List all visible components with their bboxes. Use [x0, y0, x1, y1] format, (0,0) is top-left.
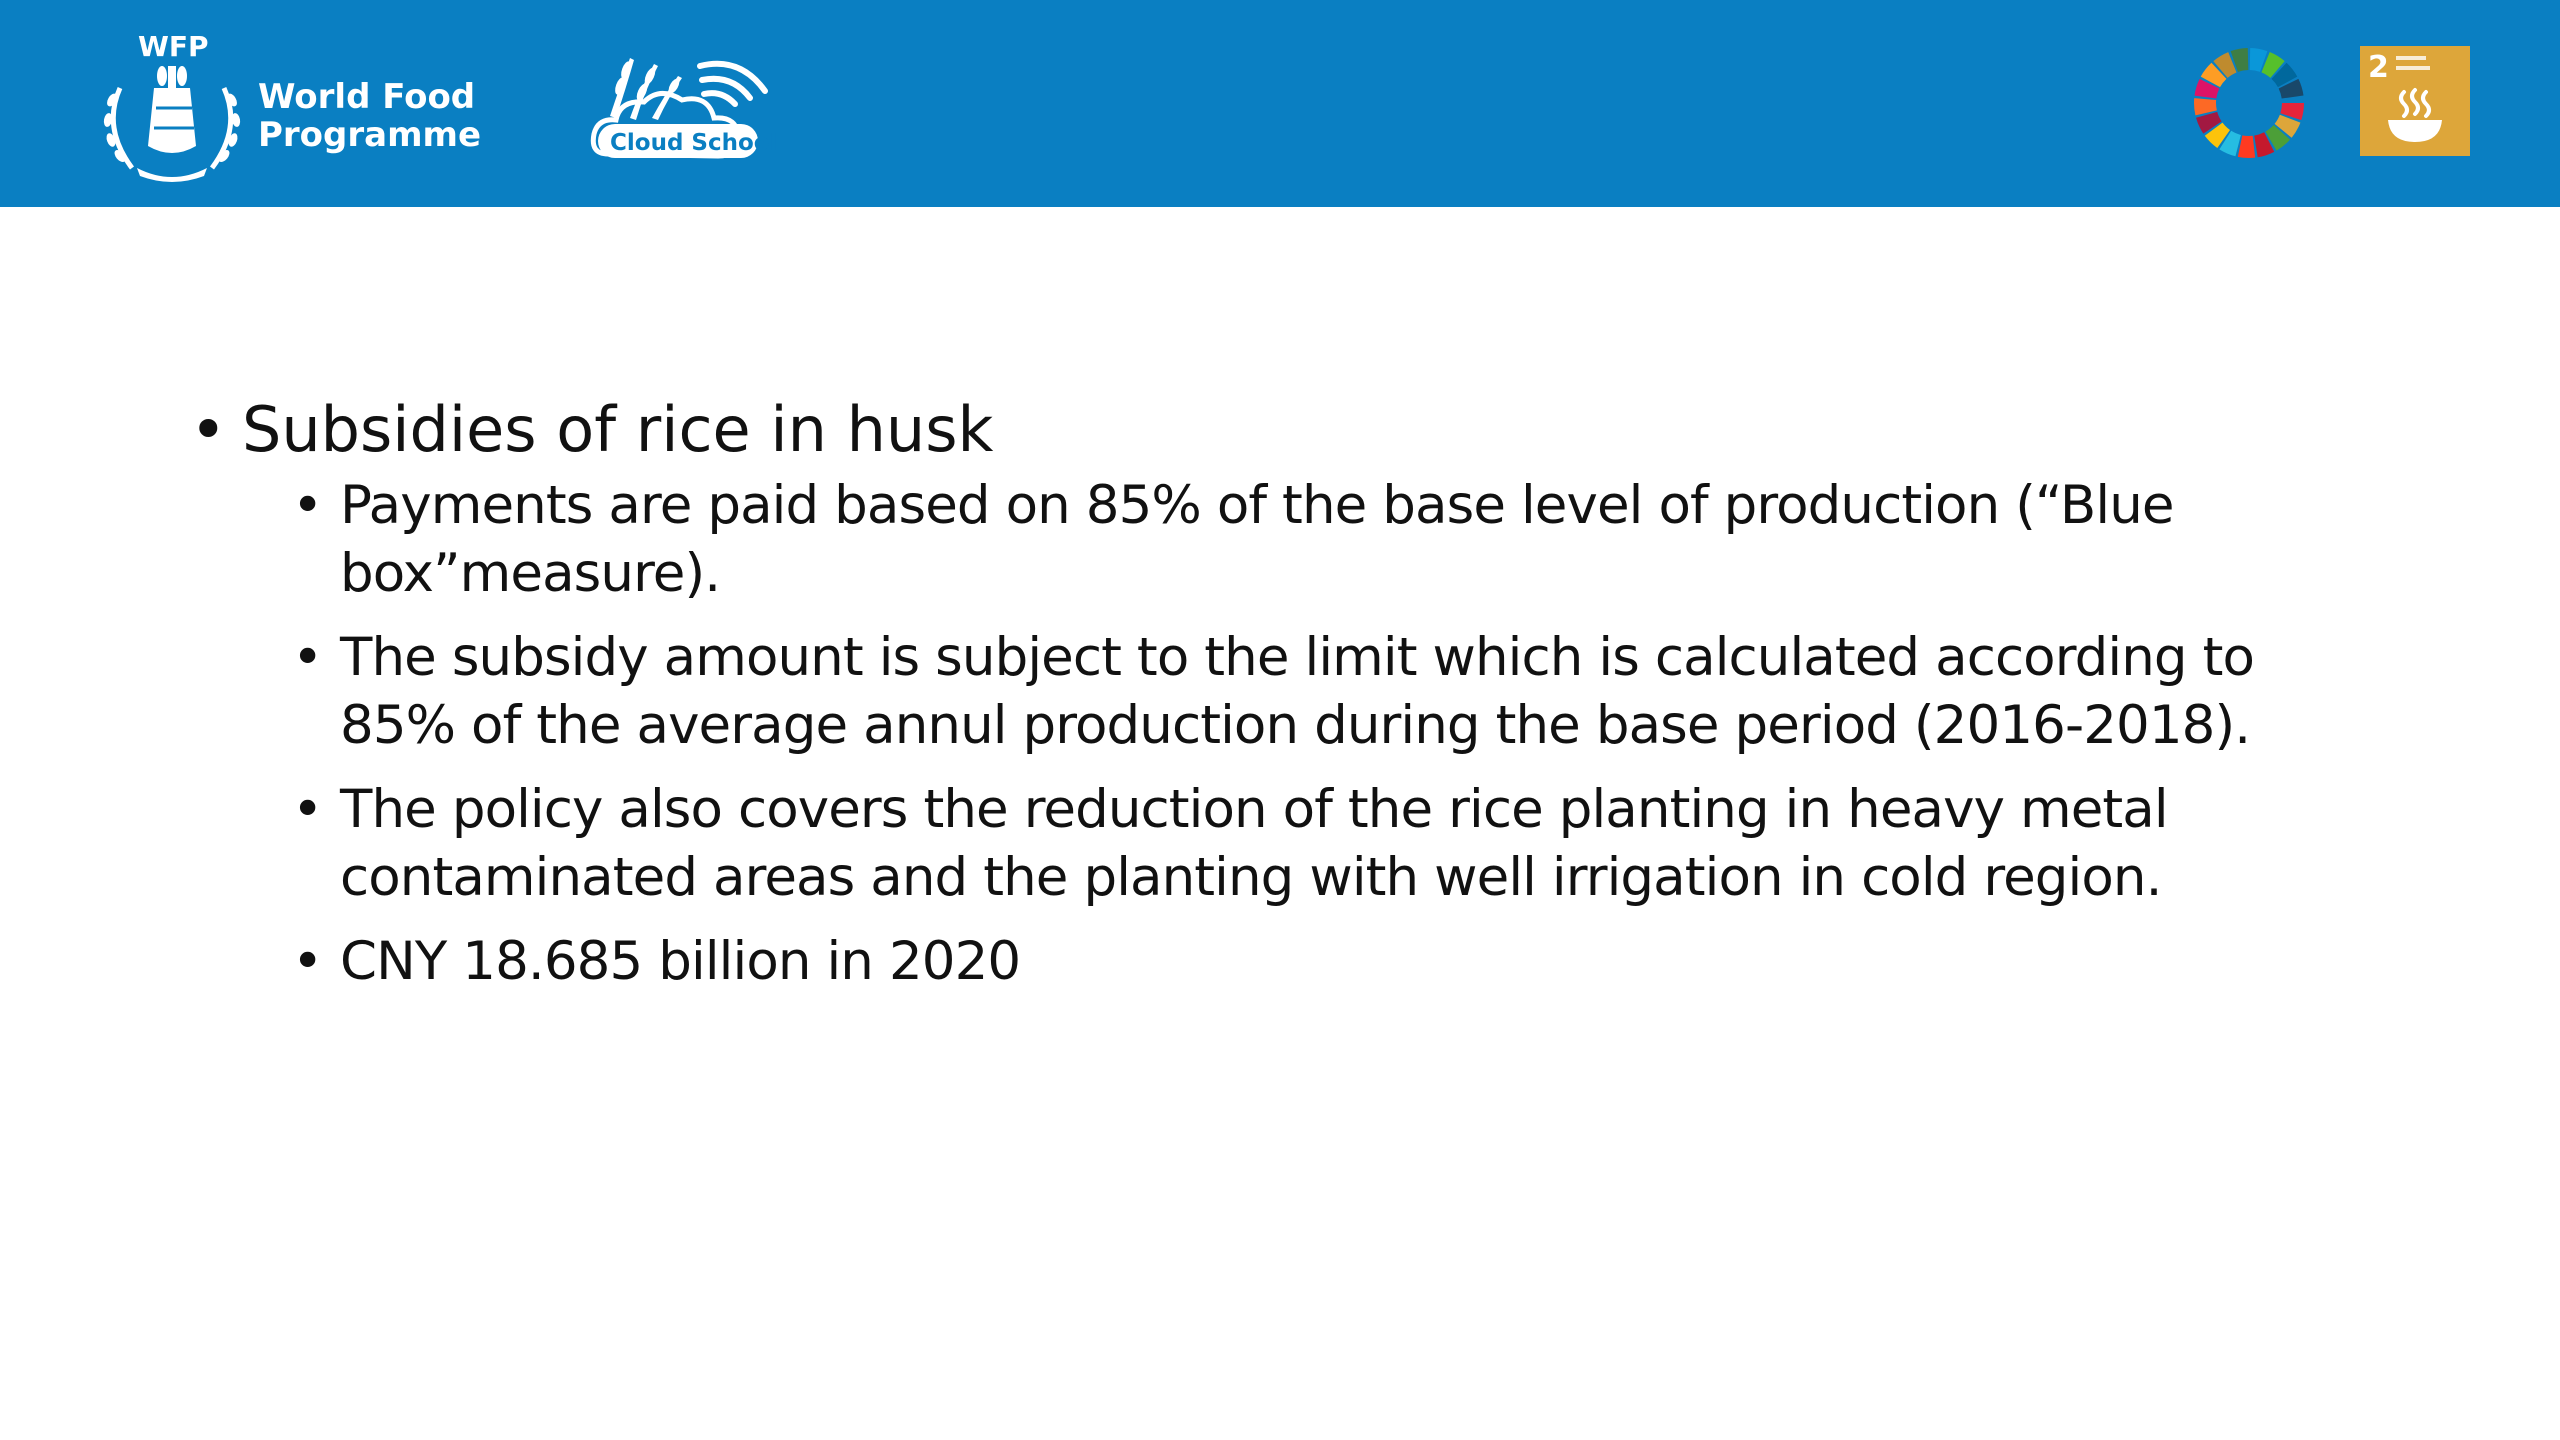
header-banner [0, 0, 2560, 207]
bullet-dot: • [190, 393, 227, 466]
food-bowl-icon [2360, 46, 2470, 156]
sub-bullet-text: The subsidy amount is subject to the limit which is calculated according to 85% of the average annul production during the base period (2016-2018). [340, 627, 2255, 756]
main-bullet-text: Subsidies of rice in husk [242, 393, 994, 466]
bullet-dot: • [292, 475, 323, 536]
sub-bullet [292, 472, 2340, 608]
wfp-name-line2: Programme [258, 115, 482, 155]
wfp-logo [92, 28, 482, 188]
sdg-goal2-tile [2360, 46, 2470, 156]
cloud-school-label: Cloud School [610, 130, 778, 156]
bullet-dot: • [292, 779, 323, 840]
bullet-dot: • [292, 931, 323, 992]
sdg-goal-number: 2 [2368, 50, 2389, 85]
wfp-acronym: WFP [138, 30, 209, 63]
main-bullet [190, 388, 2340, 472]
cloud-school-logo [590, 46, 790, 166]
bullet-dot: • [292, 627, 323, 688]
sdg-color-wheel-icon [2190, 44, 2308, 162]
sub-bullet [292, 928, 2340, 996]
sub-bullet [292, 776, 2340, 912]
wfp-name [258, 78, 481, 154]
sub-bullet [292, 624, 2340, 760]
sub-bullet-text: Payments are paid based on 85% of the base level of production (“Blue box”measure). [340, 475, 2174, 604]
sub-bullet-list [190, 472, 2340, 996]
slide-content [190, 388, 2340, 1012]
wfp-name-line1: World Food [258, 77, 476, 117]
sub-bullet-text: CNY 18.685 billion in 2020 [340, 931, 1021, 992]
sub-bullet-text: The policy also covers the reduction of the rice planting in heavy metal contaminated areas and the planting with well irrigation in cold region. [340, 779, 2168, 908]
